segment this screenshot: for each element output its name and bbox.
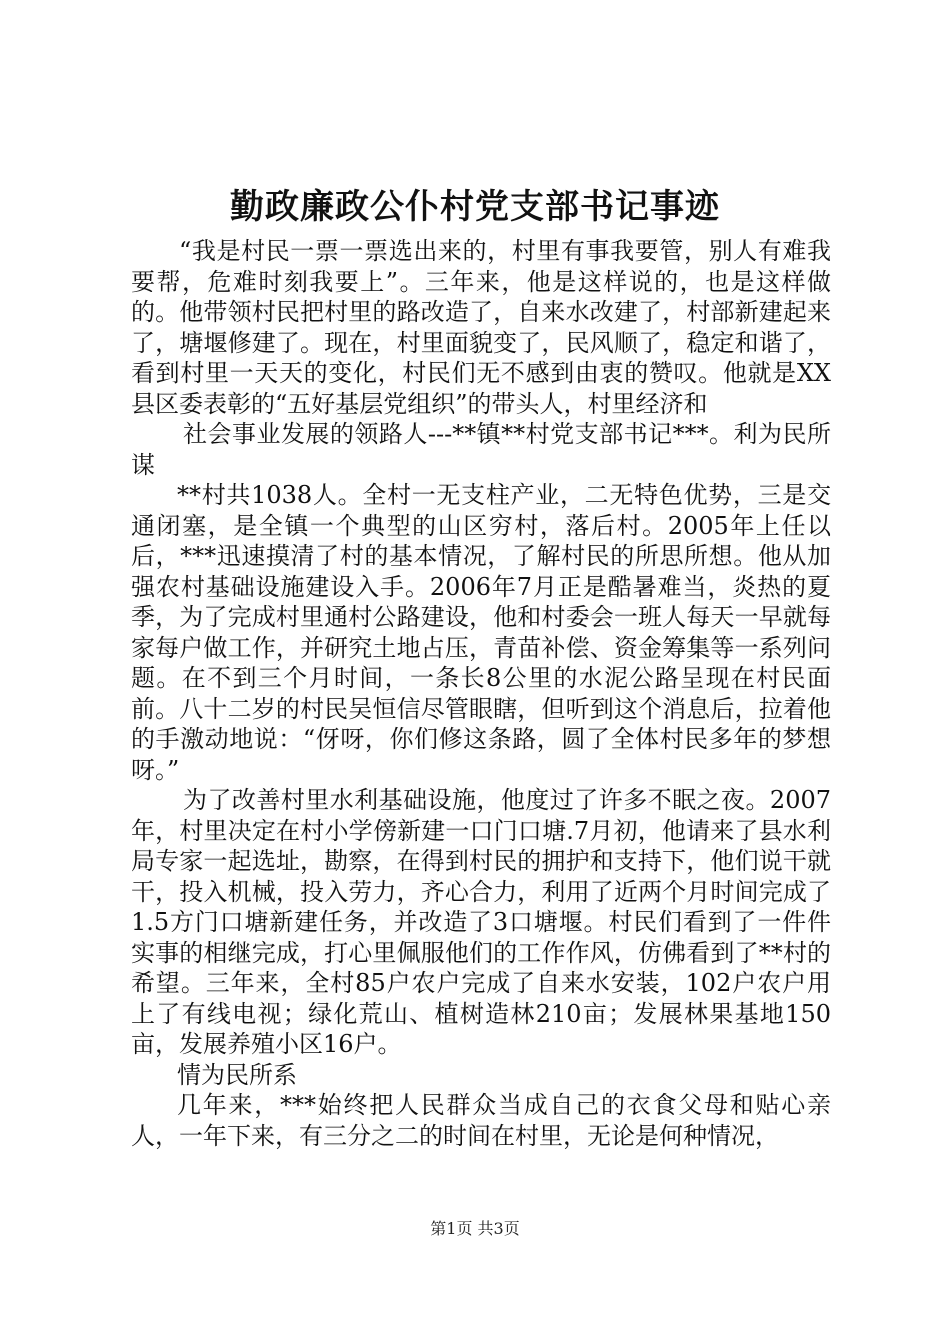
paragraph-care: 几年来，***始终把人民群众当成自己的衣食父母和贴心亲人，一年下来，有三分之二的时间在村里，无论是何种情况， bbox=[131, 1091, 831, 1150]
paragraph-water: 为了改善村里水利基础设施，他度过了许多不眠之夜。2007年，村里决定在村小学傍新建一口门口塘.7月初，他请来了县水利局专家一起选址，勘察，在得到村民的拥护和支持下，他们说干就干，投入机械，投入劳力，齐心合力，利用了近两个月时间完成了1.5方门口塘新建任务，并改造了3口塘堰。村民们看到了一件件实事的相继完成，打心里佩服他们的工作作风，仿佛看到了**村的希望。三年来，全村85户农户完成了自来水安装，102户农户用上了有线电视；绿化荒山、植树造林210亩；发展林果基地150亩，发展养殖小区16户。 bbox=[131, 786, 831, 1058]
paragraph-leader: 社会事业发展的领路人---**镇**村党支部书记***。利为民所谋 bbox=[131, 420, 831, 479]
document-body bbox=[131, 236, 831, 1151]
page-footer: 第1页 共3页 bbox=[430, 1219, 520, 1238]
paragraph-village: **村共1038人。全村一无支柱产业，二无特色优势，三是交通闭塞，是全镇一个典型的山区穷村，落后村。2005年上任以后，***迅速摸清了村的基本情况，了解村民的所思所想。他从加强农村基础设施建设入手。2006年7月正是酷暑难当，炎热的夏季，为了完成村里通村公路建设，他和村委会一班人每天一早就每家每户做工作，并研究土地占压，青苗补偿、资金筹集等一系列问题。在不到三个月时间，一条长8公里的水泥公路呈现在村民面前。八十二岁的村民吴恒信尽管眼瞎，但听到这个消息后，拉着他的手激动地说：“伢呀，你们修这条路，圆了全体村民多年的梦想呀。” bbox=[131, 481, 831, 784]
paragraph-intro: “我是村民一票一票选出来的，村里有事我要管，别人有难我要帮，危难时刻我要上”。三年来，他是这样说的，也是这样做的。他带领村民把村里的路改造了，自来水改建了，村部新建起来了，塘堰修建了。现在，村里面貌变了，民风顺了，稳定和谐了，看到村里一天天的变化，村民们无不感到由衷的赞叹。他就是XX县区委表彰的“五好基层党组织”的带头人，村里经济和 bbox=[131, 237, 831, 418]
document-title: 勤政廉政公仆村党支部书记事迹 bbox=[230, 187, 720, 227]
section-heading: 情为民所系 bbox=[177, 1060, 297, 1089]
